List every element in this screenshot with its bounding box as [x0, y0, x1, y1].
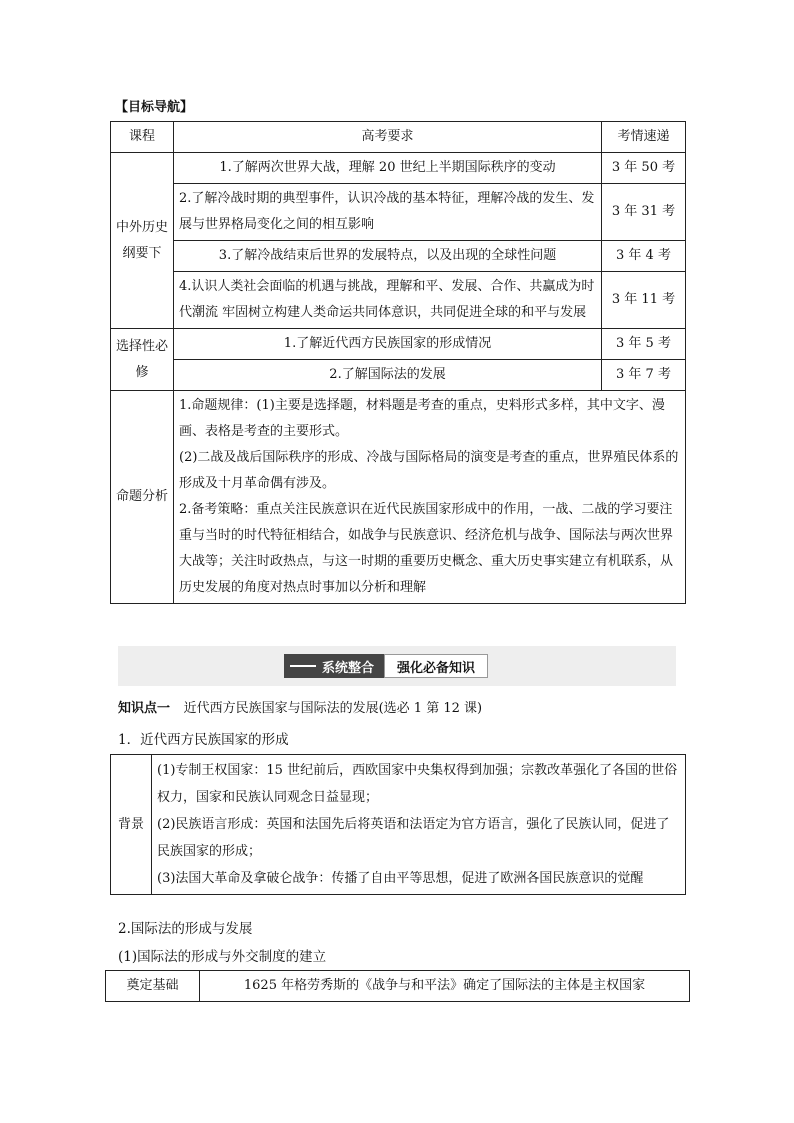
analysis-label: 命题分析 [111, 391, 174, 604]
subsection-heading: (1)国际法的形成与外交制度的建立 [118, 949, 327, 965]
table-row [106, 971, 690, 1002]
table-row [111, 272, 686, 329]
analysis-cell [174, 391, 686, 604]
table-row [111, 241, 686, 272]
table-row [111, 184, 686, 241]
requirement-cell: 1.了解两次世界大战，理解 20 世纪上半期国际秩序的变动 [174, 153, 602, 184]
analysis-paragraph: (2)二战及战后国际秩序的形成、冷战与国际格局的演变是考查的重点，世界殖民体系的形成及十月革命偶有涉及。 [179, 450, 679, 491]
knowledge-point-title: 近代西方民族国家与国际法的发展(选必 1 第 12 课) [183, 701, 483, 716]
header-course: 课程 [111, 122, 174, 153]
banner-left-label: 系统整合 [322, 660, 375, 676]
stats-cell: 3 年 4 考 [602, 241, 686, 272]
foundation-table [105, 970, 690, 1002]
background-paragraph: (2)民族语言形成：英国和法国先后将英语和法语定为官方语言，强化了民族认同，促进了民族国家的形成； [157, 817, 670, 859]
dash-icon [290, 665, 316, 667]
analysis-paragraph: 2.备考策略：重点关注民族意识在近代民族国家形成中的作用，一战、二战的学习要注重与当时的时代特征相结合，如战争与民族意识、经济危机与战争、国际法与两次世界大战等；关注时政热点，与这一时期的重要历史概念、重大历史事实建立有机联系，从历史发展的角度对热点时事加以分析和理解 [179, 502, 674, 595]
background-label: 背景 [111, 755, 152, 895]
table-row [111, 153, 686, 184]
section-heading: 1．近代西方民族国家的形成 [118, 732, 289, 748]
requirement-cell: 2.了解国际法的发展 [174, 360, 602, 391]
table-row [111, 391, 686, 604]
table-row [111, 329, 686, 360]
banner-left [284, 654, 384, 678]
analysis-paragraph: 1.命题规律：(1)主要是选择题，材料题是考查的重点，史料形式多样，其中文字、漫画、表格是考查的主要形式。 [179, 398, 665, 439]
knowledge-point-heading [118, 697, 482, 716]
table-row [111, 755, 686, 895]
section-heading: 2.国际法的形成与发展 [118, 921, 253, 937]
requirement-cell: 4.认识人类社会面临的机遇与挑战，理解和平、发展、合作、共赢成为时代潮流 牢固树立构建人类命运共同体意识，共同促进全球的和平与发展 [174, 272, 602, 329]
requirement-cell: 3.了解冷战结束后世界的发展特点，以及出现的全球性问题 [174, 241, 602, 272]
background-cell [152, 755, 686, 895]
requirement-cell: 2.了解冷战时期的典型事件，认识冷战的基本特征，理解冷战的发生、发展与世界格局变化之间的相互影响 [174, 184, 602, 241]
foundation-label: 奠定基础 [106, 971, 200, 1002]
stats-cell: 3 年 31 考 [602, 184, 686, 241]
banner-right: 强化必备知识 [384, 654, 488, 678]
foundation-text: 1625 年格劳秀斯的《战争与和平法》确定了国际法的主体是主权国家 [200, 971, 690, 1002]
section-banner [118, 646, 676, 686]
section-nav-title: 【目标导航】 [115, 100, 194, 115]
knowledge-point-label: 知识点一 [118, 701, 171, 716]
requirement-cell: 1.了解近代西方民族国家的形成情况 [174, 329, 602, 360]
background-paragraph: (1)专制王权国家：15 世纪前后，西欧国家中央集权得到加强；宗教改革强化了各国的世俗权力，国家和民族认同观念日益显现； [157, 763, 678, 805]
background-table [110, 754, 686, 895]
course-cell: 选择性必修 [111, 329, 174, 391]
stats-cell: 3 年 5 考 [602, 329, 686, 360]
table-header-row [111, 122, 686, 153]
course-cell: 中外历史纲要下 [111, 153, 174, 329]
header-stats: 考情速递 [602, 122, 686, 153]
goals-table [110, 121, 686, 604]
stats-cell: 3 年 50 考 [602, 153, 686, 184]
stats-cell: 3 年 7 考 [602, 360, 686, 391]
background-paragraph: (3)法国大革命及拿破仑战争：传播了自由平等思想，促进了欧洲各国民族意识的觉醒 [157, 871, 644, 886]
header-requirement: 高考要求 [174, 122, 602, 153]
table-row [111, 360, 686, 391]
stats-cell: 3 年 11 考 [602, 272, 686, 329]
